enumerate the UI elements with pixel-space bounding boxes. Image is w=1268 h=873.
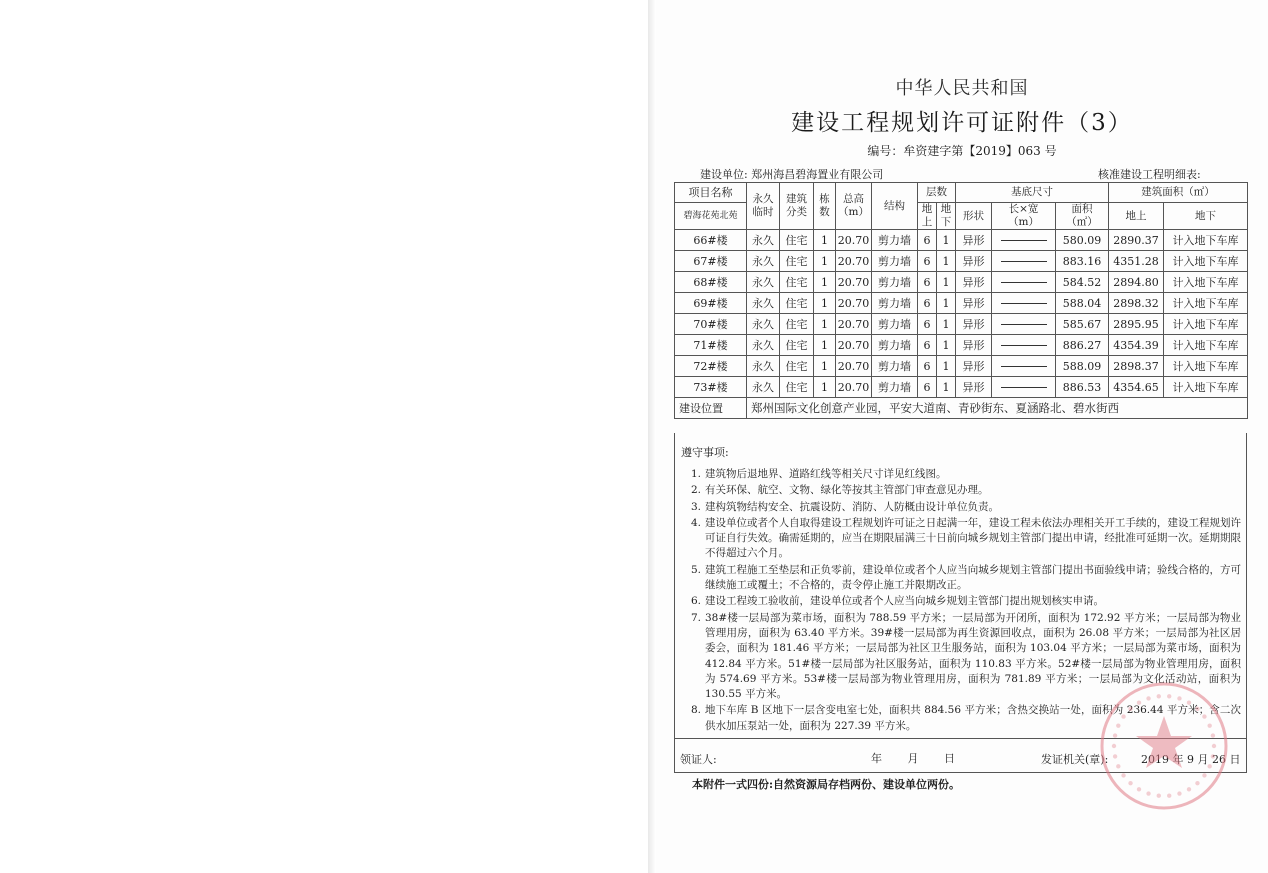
project-header: 项目名称 [675, 183, 747, 203]
copies-note: 本附件一式四份:自然资源局存档两份、建设单位两份。 [692, 778, 961, 791]
structure-cell: 剪力墙 [872, 293, 918, 314]
shape-cell: 异形 [956, 377, 992, 398]
count-header: 栋 数 [814, 183, 836, 230]
recipient-label: 领证人: [680, 753, 717, 766]
floors-above-cell: 6 [918, 230, 937, 251]
count-cell: 1 [814, 293, 836, 314]
floors-above-header: 地 上 [918, 203, 937, 230]
category-cell: 住宅 [780, 251, 814, 272]
shape-cell: 异形 [956, 251, 992, 272]
building-name-cell: 72#楼 [675, 356, 747, 377]
note-number: 4. [690, 516, 701, 529]
height-cell: 20.70 [836, 314, 872, 335]
note-text: 建筑物后退地界、道路红线等相关尺寸详见红线图。 [705, 468, 947, 480]
floors-above-cell: 6 [918, 272, 937, 293]
category-header: 建筑 分类 [780, 183, 814, 230]
floors-above-cell: 6 [918, 293, 937, 314]
year-label: 年 [871, 752, 882, 765]
area-above-cell: 2890.37 [1109, 230, 1164, 251]
area-below-cell: 计入地下车库 [1164, 314, 1248, 335]
base-area-cell: 883.16 [1056, 251, 1109, 272]
note-text: 建设单位或者个人自取得建设工程规划许可证之日起满一年，建设工程未依法办理相关开工手续的，建设工程规划许可证自行失效。确需延期的，应当在期限届满三十日前向城乡规划主管部门提出申请，经批准可延期一次。延期期限不得超过六个月。 [705, 516, 1241, 560]
country-heading: 中华人民共和国 [895, 78, 1029, 99]
area-below-cell: 计入地下车库 [1164, 335, 1248, 356]
note-text: 建筑工程施工至垫层和正负零前，建设单位或者个人应当向城乡规划主管部门提出书面验线申请；验线合格的，方可继续施工或覆土；不合格的，责令停止施工并限期改正。 [705, 563, 1241, 592]
note-item [683, 594, 1241, 609]
floors-below-cell: 1 [937, 230, 956, 251]
document-title: 建设工程规划许可证附件（3） [791, 110, 1133, 136]
dims-cell [992, 377, 1056, 398]
dims-cell [992, 335, 1056, 356]
permanence-cell: 永久 [747, 314, 780, 335]
category-cell: 住宅 [780, 335, 814, 356]
count-cell: 1 [814, 314, 836, 335]
floors-above-cell: 6 [918, 251, 937, 272]
height-cell: 20.70 [836, 377, 872, 398]
month-label: 月 [907, 752, 919, 765]
category-cell: 住宅 [780, 377, 814, 398]
permanence-cell: 永久 [747, 293, 780, 314]
note-text: 建设工程竣工验收前，建设单位或者个人应当向城乡规划主管部门提出规划核实申请。 [705, 595, 1104, 608]
note-number: 7. [690, 611, 701, 624]
note-text: 地下车库 B 区地下一层含变电室七处，面积共 884.56 平方米；含热交换站一处，面积为 236.44 平方米；含二次供水加压泵站一处，面积为 227.39 平方米。 [705, 704, 1241, 732]
count-cell: 1 [814, 335, 836, 356]
area-above-cell: 4354.39 [1109, 335, 1164, 356]
dash-mark [1001, 240, 1047, 241]
floors-above-cell: 6 [918, 356, 937, 377]
note-item [683, 500, 1241, 515]
building-name-cell: 68#楼 [675, 272, 747, 293]
dims-cell [992, 251, 1056, 272]
category-cell: 住宅 [780, 356, 814, 377]
table-row [675, 293, 1248, 314]
base-header: 基底尺寸 [956, 183, 1109, 203]
table-row [675, 377, 1248, 398]
permanence-cell: 永久 [747, 251, 780, 272]
table-row [675, 314, 1248, 335]
builder-name: 郑州海昌碧海置业有限公司 [751, 168, 884, 181]
floors-above-cell: 6 [918, 377, 937, 398]
below-header: 地下 [1164, 203, 1248, 230]
dims-cell [992, 293, 1056, 314]
shape-cell: 异形 [956, 314, 992, 335]
base-area-header: 面积 （㎡） [1056, 203, 1109, 230]
project-name: 碧海花苑北苑 [675, 203, 747, 230]
permanence-header: 永久 临时 [747, 183, 780, 230]
note-number: 6. [690, 595, 701, 608]
structure-cell: 剪力墙 [872, 230, 918, 251]
area-below-cell: 计入地下车库 [1164, 230, 1248, 251]
floors-below-cell: 1 [937, 314, 956, 335]
note-item [683, 563, 1241, 594]
count-cell: 1 [814, 251, 836, 272]
dash-mark [1001, 324, 1047, 325]
note-number: 2. [690, 484, 701, 497]
structure-header: 结构 [872, 183, 918, 230]
builder-label: 建设单位: [700, 168, 748, 181]
height-cell: 20.70 [836, 356, 872, 377]
height-cell: 20.70 [836, 293, 872, 314]
note-number: 3. [690, 500, 701, 513]
table-row [675, 356, 1248, 377]
building-name-cell: 71#楼 [675, 335, 747, 356]
shape-cell: 异形 [956, 356, 992, 377]
count-cell: 1 [814, 272, 836, 293]
height-cell: 20.70 [836, 272, 872, 293]
area-below-cell: 计入地下车库 [1164, 377, 1248, 398]
building-name-cell: 73#楼 [675, 377, 747, 398]
dash-mark [1001, 345, 1047, 346]
dash-mark [1001, 387, 1047, 388]
height-cell: 20.70 [836, 230, 872, 251]
dims-cell [992, 272, 1056, 293]
building-name-cell: 66#楼 [675, 230, 747, 251]
serial-number: 编号：牟资建字第【2019】063 号 [867, 144, 1057, 158]
permanence-cell: 永久 [747, 356, 780, 377]
height-cell: 20.70 [836, 335, 872, 356]
area-below-cell: 计入地下车库 [1164, 356, 1248, 377]
issue-date: 2019 年 9 月 26 日 [1141, 753, 1241, 766]
area-above-cell: 4354.65 [1109, 377, 1164, 398]
floors-below-cell: 1 [937, 251, 956, 272]
area-above-cell: 2898.32 [1109, 293, 1164, 314]
area-above-cell: 2894.80 [1109, 272, 1164, 293]
floors-below-cell: 1 [937, 272, 956, 293]
table-row [675, 272, 1248, 293]
height-cell: 20.70 [836, 251, 872, 272]
location-value: 郑州国际文化创意产业园，平安大道南、青砂街东、夏涵路北、碧水街西 [747, 398, 1248, 419]
area-above-cell: 2898.37 [1109, 356, 1164, 377]
note-number: 8. [690, 704, 701, 717]
official-seal-icon [1094, 676, 1234, 816]
permanence-cell: 永久 [747, 377, 780, 398]
base-area-cell: 585.67 [1056, 314, 1109, 335]
permanence-cell: 永久 [747, 230, 780, 251]
note-number: 5. [690, 563, 701, 576]
build-area-header: 建筑面积（㎡） [1109, 183, 1248, 203]
day-label: 日 [944, 752, 955, 765]
floors-below-cell: 1 [937, 293, 956, 314]
base-area-cell: 588.09 [1056, 356, 1109, 377]
detail-label: 核准建设工程明细表: [1098, 168, 1201, 181]
category-cell: 住宅 [780, 272, 814, 293]
note-item [683, 516, 1241, 562]
structure-cell: 剪力墙 [872, 377, 918, 398]
dims-header: 长×宽 （m） [992, 203, 1056, 230]
base-area-cell: 588.04 [1056, 293, 1109, 314]
height-header: 总高 （m） [836, 183, 872, 230]
count-cell: 1 [814, 377, 836, 398]
shape-cell: 异形 [956, 230, 992, 251]
structure-cell: 剪力墙 [872, 272, 918, 293]
structure-cell: 剪力墙 [872, 314, 918, 335]
dims-cell [992, 230, 1056, 251]
shape-cell: 异形 [956, 335, 992, 356]
note-text: 38#楼一层局部为菜市场，面积为 788.59 平方米；一层局部为开闭所，面积为 172.92 平方米；一层局部为物业管理用房，面积为 63.40 平方米。39#楼一层局部为再生资源回收点，面积为 26.08 平方米；一层局部为社区居委会，面积为 181.46 平方米；一层局部为社区卫生服务站，面积为 103.04 平方米；一层局部为菜市场，面积为 412.84 平方米。51#楼一层局部为社区服务站，面积为 110.83 平方米。52#楼一层局部为物业管理用房，面积为 574.69 平方米。53#楼一层局部为物业管理用房，面积为 781.89 平方米；一层局部为文化活动站，面积为 130.55 平方米。 [705, 611, 1241, 701]
area-above-cell: 2895.95 [1109, 314, 1164, 335]
base-area-cell: 886.53 [1056, 377, 1109, 398]
count-cell: 1 [814, 230, 836, 251]
location-label: 建设位置 [675, 398, 747, 419]
base-area-cell: 580.09 [1056, 230, 1109, 251]
category-cell: 住宅 [780, 293, 814, 314]
shape-cell: 异形 [956, 272, 992, 293]
permanence-cell: 永久 [747, 335, 780, 356]
floors-above-cell: 6 [918, 335, 937, 356]
floors-below-header: 地 下 [937, 203, 956, 230]
structure-cell: 剪力墙 [872, 251, 918, 272]
category-cell: 住宅 [780, 314, 814, 335]
builder-line [700, 166, 883, 182]
note-number: 1. [690, 468, 701, 480]
floors-header: 层数 [918, 183, 956, 203]
floors-below-cell: 1 [937, 335, 956, 356]
base-area-cell: 584.52 [1056, 272, 1109, 293]
page-fold [648, 0, 656, 873]
floors-above-cell: 6 [918, 314, 937, 335]
table-row [675, 335, 1248, 356]
table-row [675, 230, 1248, 251]
permanence-cell: 永久 [747, 272, 780, 293]
base-area-cell: 886.27 [1056, 335, 1109, 356]
structure-cell: 剪力墙 [872, 356, 918, 377]
count-cell: 1 [814, 356, 836, 377]
note-text: 建构筑物结构安全、抗震设防、消防、人防概由设计单位负责。 [705, 500, 999, 513]
dims-cell [992, 314, 1056, 335]
area-below-cell: 计入地下车库 [1164, 251, 1248, 272]
area-below-cell: 计入地下车库 [1164, 272, 1248, 293]
dash-mark [1001, 303, 1047, 304]
area-below-cell: 计入地下车库 [1164, 293, 1248, 314]
floors-below-cell: 1 [937, 377, 956, 398]
shape-header: 形状 [956, 203, 992, 230]
area-above-cell: 4351.28 [1109, 251, 1164, 272]
project-table [674, 182, 1248, 419]
category-cell: 住宅 [780, 230, 814, 251]
floors-below-cell: 1 [937, 356, 956, 377]
dims-cell [992, 356, 1056, 377]
table-row [675, 251, 1248, 272]
note-text: 有关环保、航空、文物、绿化等按其主管部门审查意见办理。 [705, 484, 989, 497]
building-name-cell: 69#楼 [675, 293, 747, 314]
notes-title: 遵守事项: [681, 446, 729, 459]
building-name-cell: 67#楼 [675, 251, 747, 272]
dash-mark [1001, 261, 1047, 262]
dash-mark [1001, 282, 1047, 283]
structure-cell: 剪力墙 [872, 335, 918, 356]
building-name-cell: 70#楼 [675, 314, 747, 335]
note-item [683, 467, 1241, 482]
note-item [683, 483, 1241, 498]
shape-cell: 异形 [956, 293, 992, 314]
dash-mark [1001, 366, 1047, 367]
issuer-label: 发证机关(章): [1041, 753, 1109, 766]
above-header: 地上 [1109, 203, 1164, 230]
blank-date [871, 750, 977, 766]
